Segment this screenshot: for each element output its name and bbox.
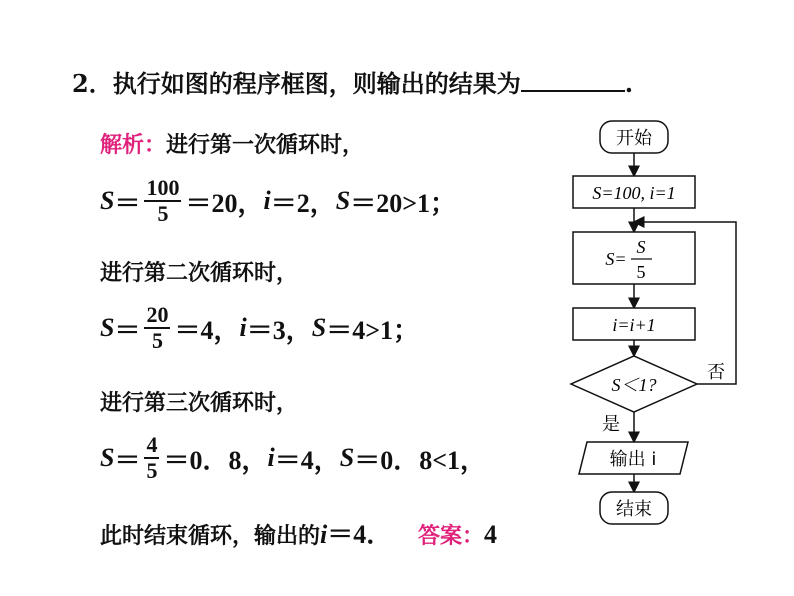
s-compare: ＝20>1； xyxy=(350,188,457,218)
numerator: 20 xyxy=(144,303,170,329)
final-value: ＝4． xyxy=(327,520,393,549)
equals: ＝ xyxy=(114,445,141,475)
output-label: 输出 i xyxy=(609,449,657,470)
var-s: S xyxy=(311,313,327,343)
s-compare: ＝4>1； xyxy=(326,315,420,345)
var-i: i xyxy=(320,520,328,549)
result: ＝20， xyxy=(185,188,264,218)
i-value: ＝3， xyxy=(246,315,312,345)
var-i: i xyxy=(267,443,275,473)
solution-intro-3: 进行第三次循环时， xyxy=(100,390,299,416)
assign-denominator: 5 xyxy=(636,262,646,282)
condition-label: S＜1? xyxy=(611,375,657,395)
denominator: 5 xyxy=(151,328,163,354)
equals: ＝ xyxy=(114,315,141,345)
start-label: 开始 xyxy=(616,128,652,149)
init-label: S=100, i=1 xyxy=(592,183,676,203)
result: ＝4， xyxy=(174,315,240,345)
answer-value: 4 xyxy=(483,520,497,549)
numerator: 100 xyxy=(144,176,181,202)
increment-label: i=i+1 xyxy=(612,315,656,335)
answer-label: 答案： xyxy=(417,523,484,549)
end-label: 结束 xyxy=(616,499,652,520)
yes-label: 是 xyxy=(602,414,620,435)
i-value: ＝2， xyxy=(270,188,336,218)
solution-intro-2: 进行第二次循环时， xyxy=(100,260,299,286)
i-value: ＝4， xyxy=(274,445,340,475)
var-s: S xyxy=(100,313,115,343)
result: ＝0．8， xyxy=(163,445,268,475)
question-prompt: 2．执行如图的程序框图，则输出的结果为 xyxy=(72,69,521,98)
denominator: 5 xyxy=(146,458,158,484)
var-i: i xyxy=(239,313,247,343)
denominator: 5 xyxy=(157,201,169,227)
var-s: S xyxy=(335,186,351,216)
s-compare: ＝0．8<1， xyxy=(354,445,487,475)
no-label: 否 xyxy=(707,362,725,383)
assign-box xyxy=(573,232,695,284)
numerator: 4 xyxy=(144,433,159,459)
var-s: S xyxy=(100,186,115,216)
var-s: S xyxy=(100,443,115,473)
var-i: i xyxy=(263,186,271,216)
assign-lhs: S= xyxy=(605,249,627,269)
final-text: 此时结束循环，输出的 xyxy=(100,523,321,549)
assign-numerator: S xyxy=(636,237,646,257)
question-end-mark: . xyxy=(624,69,634,98)
solution-label: 解析： xyxy=(100,132,167,158)
var-s: S xyxy=(339,443,355,473)
intro-1-text: 进行第一次循环时， xyxy=(166,132,365,158)
equals: ＝ xyxy=(114,188,141,218)
